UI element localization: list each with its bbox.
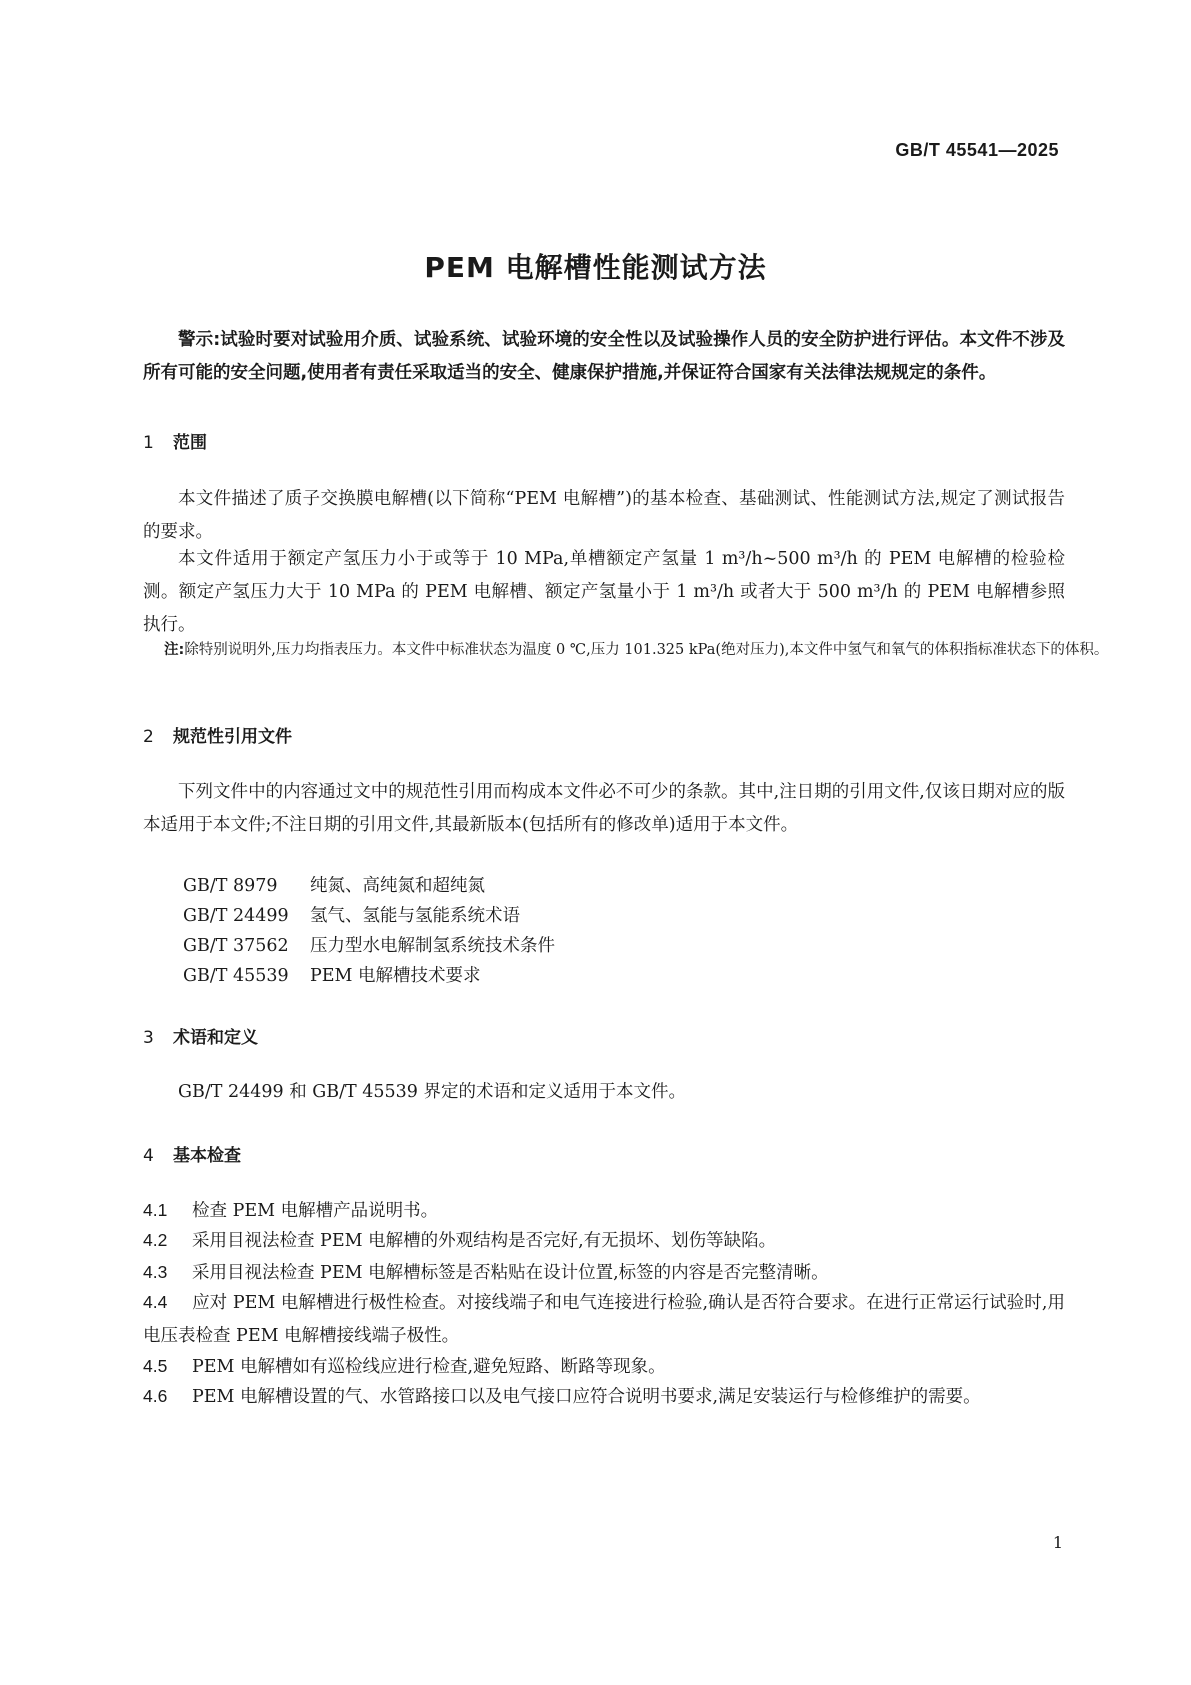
item-number: 4.6 xyxy=(143,1386,168,1406)
reference-item xyxy=(183,962,481,987)
item-text: PEM 电解槽设置的气、水管路接口以及电气接口应符合说明书要求,满足安装运行与检修维护的需要。 xyxy=(192,1387,981,1407)
item-number: 4.1 xyxy=(143,1200,168,1220)
reference-name: 压力型水电解制氢系统技术条件 xyxy=(310,936,555,956)
reference-code: GB/T 8979 xyxy=(183,876,278,896)
inspection-item xyxy=(143,1224,1065,1258)
reference-item xyxy=(183,932,555,957)
scope-paragraph-2: 本文件适用于额定产氢压力小于或等于 10 MPa,单槽额定产氢量 1 m³/h~500 m³/h 的 PEM 电解槽的检验检测。额定产氢压力大于 10 MPa 的 PEM 电解槽、额定产氢量小于 1 m³/h 或者大于 500 m³/h 的 PEM 电解槽参照执行。 xyxy=(143,549,1065,635)
scope-note xyxy=(143,636,1113,664)
item-text: 采用目视法检查 PEM 电解槽标签是否粘贴在设计位置,标签的内容是否完整清晰。 xyxy=(192,1263,829,1283)
references-paragraph: 下列文件中的内容通过文中的规范性引用而构成本文件必不可少的条款。其中,注日期的引用文件,仅该日期对应的版本适用于本文件;不注日期的引用文件,其最新版本(包括所有的修改单)适用于本文件。 xyxy=(143,782,1065,835)
document-number: GB/T 45541—2025 xyxy=(895,140,1059,160)
page-title: PEM 电解槽性能测试方法 xyxy=(424,251,767,284)
section-number: 2 xyxy=(143,727,154,747)
inspection-item xyxy=(143,1256,1065,1290)
section-heading-terms xyxy=(143,1023,258,1048)
reference-item xyxy=(183,872,485,897)
section-title: 术语和定义 xyxy=(173,1028,258,1048)
item-number: 4.2 xyxy=(143,1230,168,1250)
section-number: 3 xyxy=(143,1028,154,1048)
safety-warning: 警示:试验时要对试验用介质、试验系统、试验环境的安全性以及试验操作人员的安全防护进行评估。本文件不涉及所有可能的安全问题,使用者有责任采取适当的安全、健康保护措施,并保证符合国家有关法律法规规定的条件。 xyxy=(143,330,1065,383)
inspection-item xyxy=(143,1194,1065,1228)
section-heading-scope xyxy=(143,428,207,453)
terms-paragraph: GB/T 24499 和 GB/T 45539 界定的术语和定义适用于本文件。 xyxy=(178,1082,686,1102)
section-heading-normative-references xyxy=(143,722,292,747)
item-number: 4.4 xyxy=(143,1292,168,1312)
note-label: 注: xyxy=(164,642,185,658)
reference-name: 氢气、氢能与氢能系统术语 xyxy=(310,906,520,926)
item-text: 应对 PEM 电解槽进行极性检查。对接线端子和电气连接进行检验,确认是否符合要求。在进行正常运行试验时,用电压表检查 PEM 电解槽接线端子极性。 xyxy=(143,1293,1065,1346)
page-number: 1 xyxy=(1052,1533,1063,1552)
section-heading-basic-inspection xyxy=(143,1141,241,1166)
reference-name: PEM 电解槽技术要求 xyxy=(310,966,481,986)
section-title: 规范性引用文件 xyxy=(173,727,292,747)
reference-item xyxy=(183,902,520,927)
scope-paragraph-1: 本文件描述了质子交换膜电解槽(以下简称“PEM 电解槽”)的基本检查、基础测试、性能测试方法,规定了测试报告的要求。 xyxy=(143,489,1065,542)
inspection-item xyxy=(143,1380,1065,1414)
section-number: 1 xyxy=(143,433,154,453)
item-text: 采用目视法检查 PEM 电解槽的外观结构是否完好,有无损坏、划伤等缺陷。 xyxy=(192,1231,777,1251)
section-number: 4 xyxy=(143,1146,154,1166)
reference-name: 纯氮、高纯氮和超纯氮 xyxy=(310,876,485,896)
section-title: 范围 xyxy=(173,433,207,453)
item-text: PEM 电解槽如有巡检线应进行检查,避免短路、断路等现象。 xyxy=(192,1357,666,1377)
inspection-item xyxy=(143,1350,1065,1384)
note-text: 除特别说明外,压力均指表压力。本文件中标准状态为温度 0 ℃,压力 101.325 kPa(绝对压力),本文件中氢气和氧气的体积指标准状态下的体积。 xyxy=(184,642,1109,658)
reference-code: GB/T 24499 xyxy=(183,906,289,926)
section-title: 基本检查 xyxy=(173,1146,241,1166)
inspection-item xyxy=(143,1286,1065,1353)
reference-code: GB/T 45539 xyxy=(183,966,289,986)
item-text: 检查 PEM 电解槽产品说明书。 xyxy=(192,1201,439,1221)
reference-code: GB/T 37562 xyxy=(183,936,289,956)
item-number: 4.5 xyxy=(143,1356,168,1376)
item-number: 4.3 xyxy=(143,1262,168,1282)
